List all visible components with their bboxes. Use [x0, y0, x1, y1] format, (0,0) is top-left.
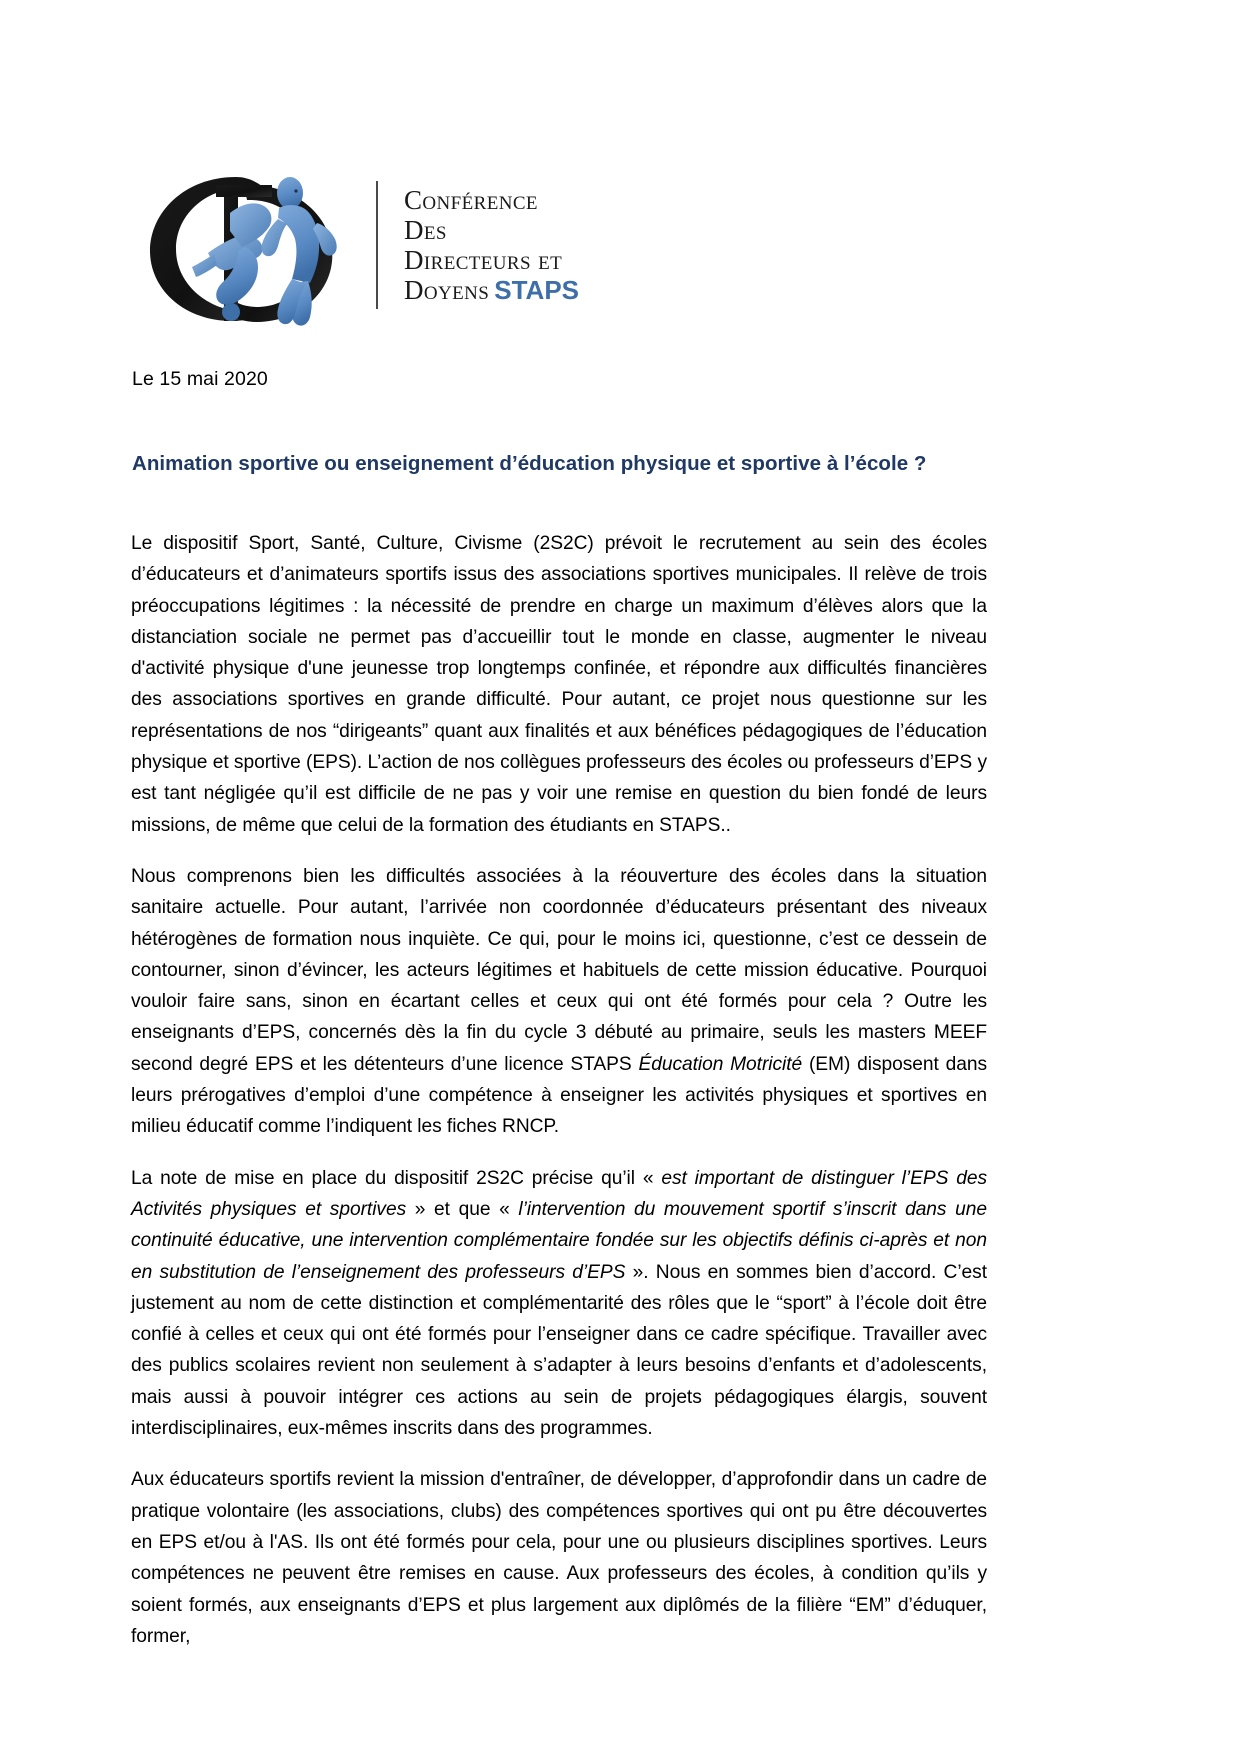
cdd-staps-logo-icon — [132, 161, 372, 329]
logo-brand-staps: STAPS — [494, 275, 580, 306]
paragraph-2: Nous comprenons bien les difficultés associées à la réouverture des écoles dans la situation sanitaire actuelle. Pour autant, l’arrivée non coordonnée d’éducateurs présentant des niveaux hétérogènes de formation nous inquiète. Ce qui, pour le moins ici, questionne, c’est ce dessein de contourner, sinon d’évincer, les acteurs légitimes et habituels de cette mission éducative. Pourquoi vouloir faire sans, sinon en écartant celles et ceux qui ont été formés pour cela ? Outre les enseignants d’EPS, concernés dès la fin du cycle 3 débuté au primaire, seuls les masters MEEF second degré EPS et les détenteurs d’une licence STAPS Éducation Motricité (EM) disposent dans leurs prérogatives d’emploi d’une compétence à enseigner les activités physiques et sportives en milieu éducatif comme l’indiquent les fiches RNCP. — [131, 865, 987, 1138]
document-date: Le 15 mai 2020 — [132, 368, 268, 390]
logo-line-2: Des — [404, 214, 447, 245]
logo-line-4 — [404, 275, 579, 305]
logo-divider — [376, 181, 378, 309]
paragraph-3: La note de mise en place du dispositif 2S2C précise qu’il « est important de distinguer l’EPS des Activités physiques et sportives » et que « l’intervention du mouvement sportif s’inscrit dans une continuité éducative, une intervention complémentaire fondée sur les objectifs définis ci-après et non en substitution de l’enseignement des professeurs d’EPS ». Nous en sommes bien d’accord. C’est justement au nom de cette distinction et complémentarité des rôles que le “sport” à l’école doit être confié à celles et ceux qui ont été formés pour l’enseigner dans ce cadre spécifique. Travailler avec des publics scolaires revient non seulement à s’adapter à leurs besoins d’enfants et d’adolescents, mais aussi à pouvoir intégrer ces actions au sein de projets pédagogiques élargis, souvent interdisciplinaires, eux-mêmes inscrits dans des programmes. — [131, 1167, 988, 1440]
logo-line-3: Directeurs et — [404, 245, 563, 275]
paragraph-1: Le dispositif Sport, Santé, Culture, Civisme (2S2C) prévoit le recrutement au sein des écoles d’éducateurs et d’animateurs sportifs issus des associations sportives municipales. Il relève de trois préoccupations légitimes : la nécessité de prendre en charge un maximum d’élèves alors que la distanciation sociale ne permet pas d’accueillir tout le monde en classe, augmenter le niveau d'activité physique d'une jeunesse trop longtemps confinée, et répondre aux difficultés financières des associations sportives en grande difficulté. Pour autant, ce projet nous questionne sur les représentations de nos “dirigeants” quant aux finalités et aux bénéfices pédagogiques de l’éducation physique et sportive (EPS). L’action de nos collègues professeurs des écoles ou professeurs d’EPS y est tant négligée qu’il est difficile de ne pas y voir une remise en question du bien fondé de leurs missions, de même que celui de la formation des étudiants en STAPS.. — [131, 533, 987, 836]
document-body — [131, 528, 987, 1652]
letterhead — [132, 160, 579, 330]
logo-wordmark — [404, 185, 579, 306]
logo-line-4-prefix: Doyens — [404, 275, 490, 306]
paragraph-4: Aux éducateurs sportifs revient la mission d'entraîner, de développer, d’approfondir dans un cadre de pratique volontaire (les associations, clubs) des compétences sportives qui ont pu être découvertes en EPS et/ou à l'AS. Ils ont été formés pour cela, pour une ou plusieurs disciplines sportives. Leurs compétences ne peuvent être remises en cause. Aux professeurs des écoles, à condition qu’ils y soient formés, aux enseignants d’EPS et plus largement aux diplômés de la filière “EM” d’éduquer, former, — [131, 1469, 987, 1647]
page-title: Animation sportive ou enseignement d’éducation physique et sportive à l’école ? — [132, 452, 927, 475]
logo-line-1: Conférence — [404, 184, 538, 215]
